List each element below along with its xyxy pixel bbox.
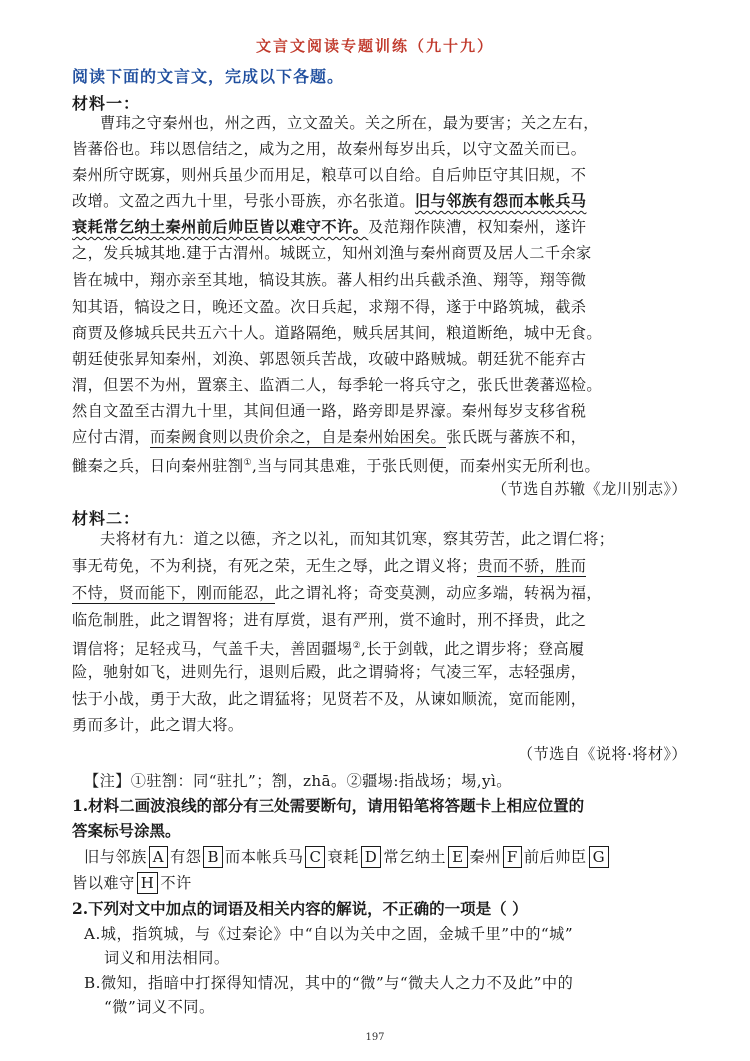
material2-text: 事无苟免，不为利挠，有死之荣，无生之辱，此之谓义将； — [72, 557, 478, 575]
material1-line — [72, 427, 687, 447]
material1-line: 知其语，犒设之日，晚还文盈。次日兵起，求翔不得，遂于中路筑城，截杀 — [72, 298, 587, 316]
material1-line — [72, 217, 687, 237]
question-1-stem: 1.材料二画波浪线的部分有三处需要断句，请用铅笔将答题卡上相应位置的 — [72, 796, 585, 815]
answer-box-c[interactable]: C — [305, 846, 325, 868]
answer-box-a[interactable]: A — [149, 846, 168, 868]
material1-source: （节选自苏辙《龙川别志》） — [491, 480, 687, 498]
page-title: 文言文阅读专题训练（九十九） — [255, 37, 494, 55]
material1-text: 雠秦之兵，日向秦州驻劄 — [72, 457, 244, 476]
material1-text: 张氏既与蕃族不和， — [446, 428, 587, 446]
material2-text: 此之谓礼将；奇变莫测，动应多端，转祸为福， — [274, 584, 602, 602]
material1-line: 皆在城中，翔亦亲至其地，犒设其族。蕃人相约出兵截杀渔、翔等，翔等微 — [72, 271, 587, 289]
answer-box-b[interactable]: B — [203, 846, 223, 868]
material2-line: 怯于小战，勇于大敌，此之谓猛将；见贤若不及，从谏如顺流，宽而能刚， — [72, 690, 587, 708]
page-number: 197 — [365, 1032, 385, 1043]
underlined-sentence: 贵而不骄，胜而 — [477, 557, 587, 575]
material1-text: 及范翔作陕漕，权知秦州，遂许 — [368, 218, 587, 236]
material2-line — [72, 556, 687, 576]
footnote-marker: ① — [243, 458, 252, 468]
question-1-segments — [84, 846, 611, 868]
underlined-sentence: 而秦阙食则以贵价余之，自是秦州始困矣。 — [149, 428, 447, 446]
segment-text: 常乞纳土 — [383, 848, 447, 866]
material1-text: 改增。文盈之西九十里，号张小哥族，亦名张道。 — [72, 192, 415, 210]
material1-line — [72, 453, 687, 476]
underlined-sentence: 不恃，贤而能下，刚而能忍， — [72, 584, 275, 602]
material1-label: 材料一： — [72, 94, 141, 113]
material2-source: （节选自《说将·将材》） — [517, 745, 687, 763]
answer-box-d[interactable]: D — [361, 846, 382, 868]
wavy-underline-passage: 衰耗常乞纳土秦州前后帅臣皆以难守不许。 — [72, 218, 369, 236]
question-1-segments-cont — [72, 872, 192, 894]
material1-line: 渭，但罢不为州，置寨主、监酒二人，每季轮一将兵守之，张氏世袭蕃巡检。 — [72, 376, 602, 394]
material2-text: 谓信将；足轻戎马，气盖千夫，善固疆埸 — [72, 640, 353, 659]
material1-line — [72, 191, 687, 211]
question-2-option-b: B.微知，指暗中打探得知情况，其中的“微”与“微夫人之力不及此”中的 — [84, 974, 574, 992]
segment-text: 秦州 — [469, 848, 501, 866]
question-2-option-a: A.城，指筑城，与《过秦论》中“自以为关中之固，金城千里”中的“城” — [84, 925, 574, 943]
material1-line: 皆蕃俗也。玮以恩信结之，咸为之用，故秦州每岁出兵，以守文盈关而已。 — [72, 140, 587, 158]
material2-line: 险，驰射如飞，进则先行，退则后殿，此之谓骑将；气凌三军，志轻强虏， — [72, 663, 587, 681]
annotation-note: 【注】①驻劄：同“驻扎”；劄，zhā。②疆埸:指战场；埸,yì。 — [84, 772, 512, 790]
question-2-option-a-cont: 词义和用法相同。 — [104, 949, 230, 967]
answer-box-f[interactable]: F — [503, 846, 522, 868]
wavy-underline-passage: 旧与邻族有怨而本帐兵马 — [414, 192, 587, 210]
material1-text: ,当与同其患难，于张氏则便，而秦州实无所利也。 — [251, 457, 601, 476]
instruction-text: 阅读下面的文言文，完成以下各题。 — [72, 67, 345, 86]
material1-line: 秦州所守既寡，则州兵虽少而用足，粮草可以自给。自后帅臣守其旧规，不 — [72, 166, 587, 184]
segment-text: 有怨 — [170, 848, 202, 866]
material2-line — [72, 583, 687, 603]
material1-line: 之，发兵城其地.建于古渭州。城既立，知州刘渔与秦州商贾及居人二千余家 — [72, 244, 592, 262]
segment-text: 衰耗 — [327, 848, 359, 866]
segment-text: 而本帐兵马 — [225, 848, 304, 866]
material2-line — [72, 636, 687, 659]
material2-text: ,长于剑戟，此之谓步将；登高履 — [361, 640, 585, 659]
material1-text: 应付古渭， — [72, 428, 150, 446]
material2-line: 夫将材有九：道之以德，齐之以礼，而知其饥寒，察其劳苦，此之谓仁将； — [100, 530, 615, 548]
material1-line: 然自文盈至古渭九十里，其间但通一路，路旁即是界濠。秦州每岁支移省税 — [72, 402, 587, 420]
question-2-stem: 2.下列对文中加点的词语及相关内容的解说，不正确的一项是（ ） — [72, 899, 528, 918]
answer-box-g[interactable]: G — [589, 846, 609, 868]
segment-text: 前后帅臣 — [523, 848, 587, 866]
material2-line: 临危制胜，此之谓智将；进有厚赏，退有严刑，赏不逾时，刑不择贵，此之 — [72, 611, 587, 629]
answer-box-h[interactable]: H — [137, 872, 159, 894]
material2-label: 材料二： — [72, 509, 141, 528]
footnote-marker: ② — [352, 641, 362, 651]
segment-text: 皆以难守 — [72, 874, 135, 892]
question-1-stem-cont: 答案标号涂黑。 — [72, 821, 181, 840]
question-2-option-b-cont: “微”词义不同。 — [104, 998, 215, 1016]
material1-line: 商贾及修城兵民共五六十人。道路隔绝，贼兵居其间，粮道断绝，城中无食。 — [72, 324, 602, 342]
material1-line: 朝廷使张昇知秦州，刘涣、郭恩领兵苦战，攻破中路贼城。朝廷犹不能弃古 — [72, 350, 587, 368]
segment-text: 旧与邻族 — [84, 848, 147, 866]
segment-text: 不许 — [160, 874, 192, 892]
material1-line: 曹玮之守秦州也，州之西，立文盈关。关之所在，最为要害；关之左右， — [100, 114, 599, 132]
answer-box-e[interactable]: E — [448, 846, 467, 868]
material2-line: 勇而多计，此之谓大将。 — [72, 716, 244, 734]
